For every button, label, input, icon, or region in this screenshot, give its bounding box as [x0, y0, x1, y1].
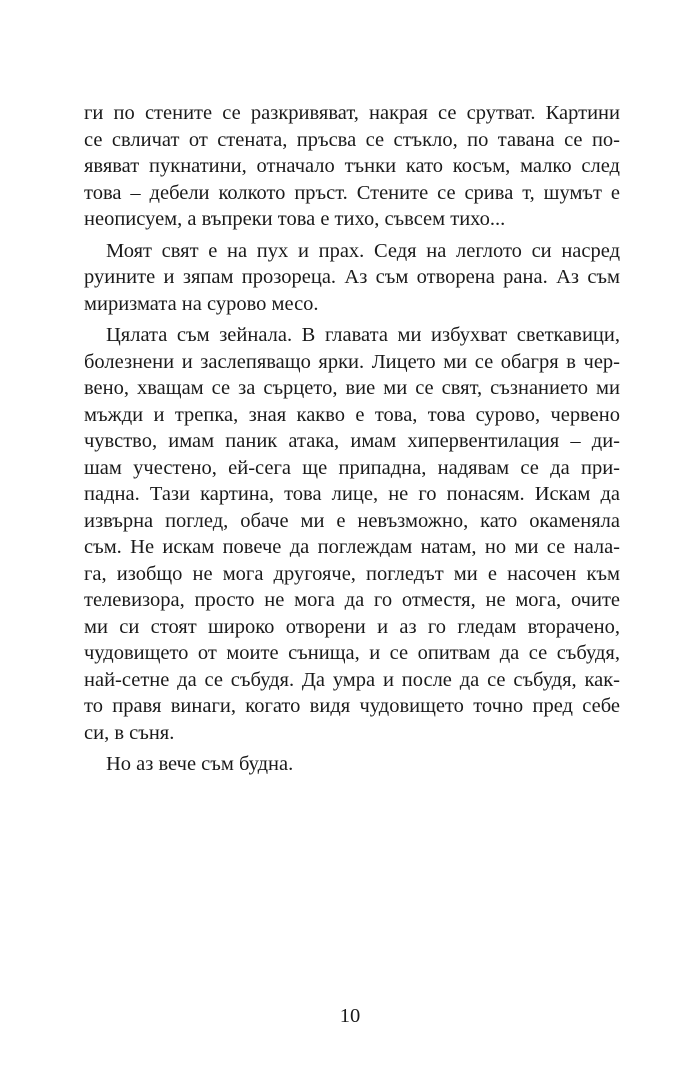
text-line: руините и зяпам прозореца. Аз съм отворена рана. Аз съм — [84, 266, 620, 288]
text-line: то правя винаги, когато видя чудовището точно пред себе — [84, 695, 620, 717]
text-line: Моят свят е на пух и прах. Седя на леглото си насред — [106, 239, 620, 262]
text-line: падна. Тази картина, това лице, не го понасям. Искам да — [84, 483, 620, 505]
text-line: ми си стоят широко отворени и аз го гледам вторачено, — [84, 615, 620, 638]
text-line: това – дебели колкото пръст. Стените се срива т, шумът е — [84, 181, 620, 204]
text-line: неописуем, а въпреки това е тихо, съвсем тихо... — [84, 208, 506, 230]
text-line: вено, хващам се за сърцето, вие ми се свят, съзнанието ми — [84, 377, 620, 399]
text-line: чувство, имам паник атака, имам хипервентилация – ди- — [84, 430, 620, 452]
paragraph — [84, 238, 620, 318]
paragraph — [84, 322, 620, 746]
text-line: телевизора, просто не мога да го отместя, не мога, очите — [84, 589, 620, 611]
text-line: Но аз вече съм будна. — [106, 753, 294, 775]
text-line: си, в съня. — [84, 721, 175, 744]
text-line: се свличат от стената, пръсва се стъкло, по тавана се по- — [84, 128, 620, 151]
text-line: най-сетне да се събудя. Да умра и после да се събудя, как- — [84, 668, 620, 691]
text-line: болезнени и заслепяващо ярки. Лицето ми се обагря в чер- — [84, 350, 620, 373]
body-text — [84, 100, 620, 778]
text-line: шам учестено, ей-сега ще припадна, надявам се да при- — [84, 456, 620, 479]
text-line: чудовището от моите сънища, и се опитвам да се събудя, — [84, 642, 620, 664]
paragraph — [84, 100, 620, 233]
text-line: га, изобщо не мога другояче, погледът ми е насочен към — [84, 562, 620, 585]
text-line: ги по стените се разкривяват, накрая се срутват. Картини — [84, 102, 620, 124]
text-line: явяват пукнатини, отначало тънки като косъм, малко след — [84, 155, 620, 177]
text-line: мъжди и трепка, зная какво е това, това сурово, червено — [84, 403, 620, 426]
text-line: извърна поглед, обаче ми е невъзможно, като окаменяла — [84, 509, 620, 532]
paragraph — [84, 751, 620, 778]
text-line: миризмата на сурово месо. — [84, 292, 319, 315]
text-line: съм. Не искам повече да поглеждам натам, но ми се нала- — [84, 536, 620, 558]
page-number: 10 — [339, 1005, 361, 1027]
text-line: Цялата съм зейнала. В главата ми избухват светкавици, — [106, 324, 620, 346]
